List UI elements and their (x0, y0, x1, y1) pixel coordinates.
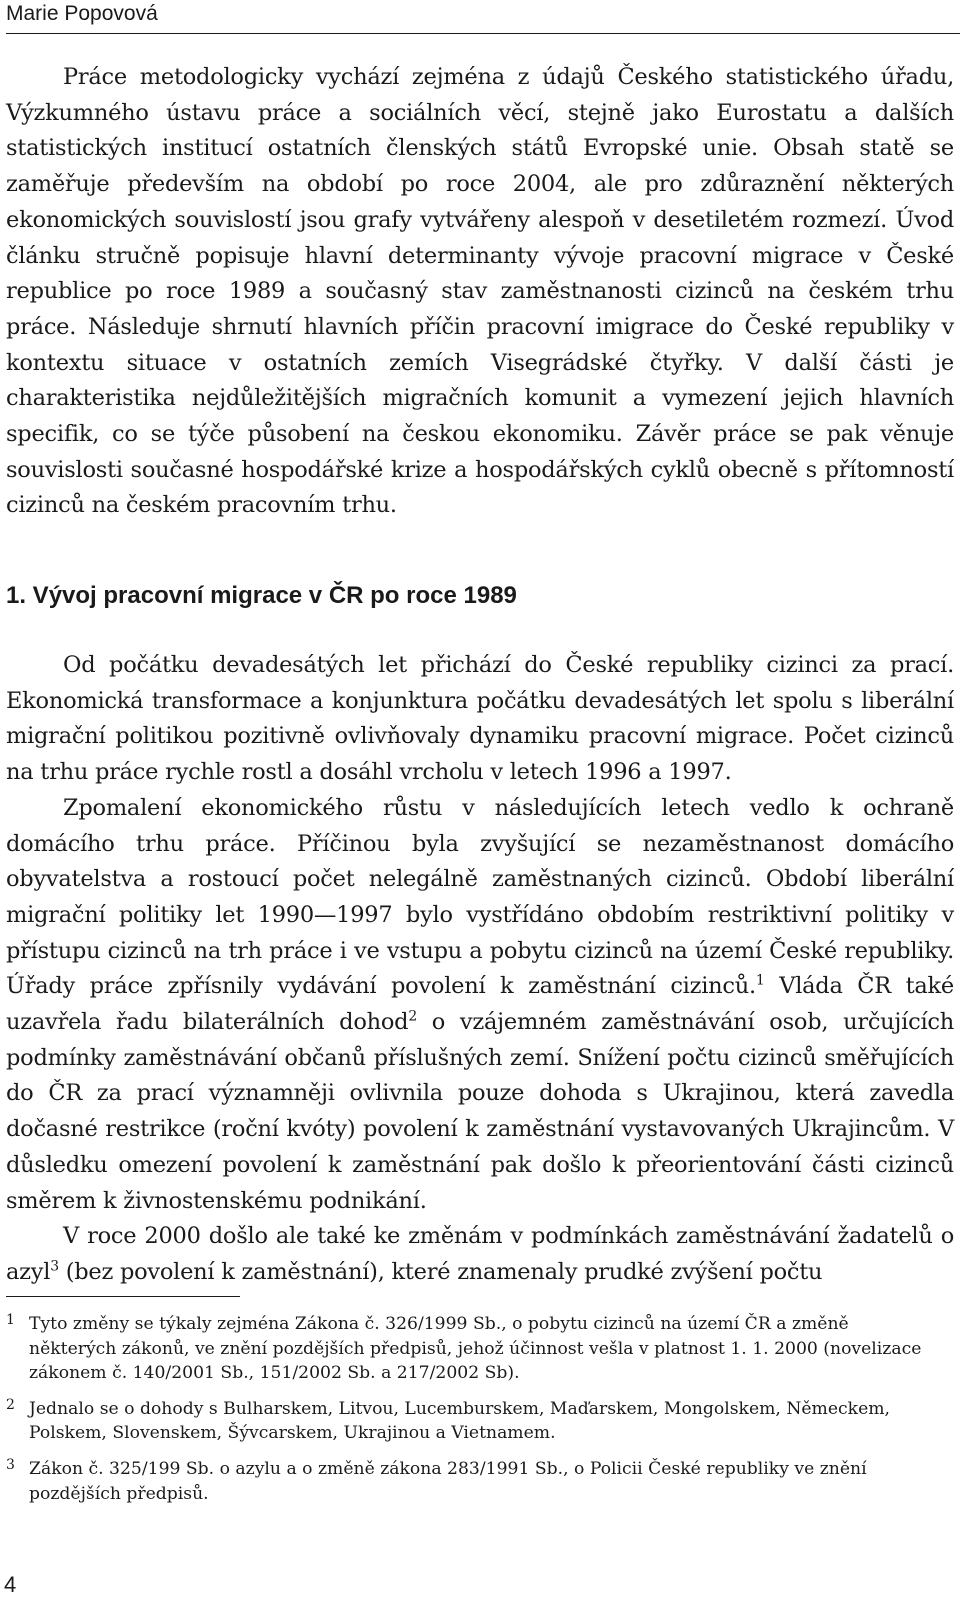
footnote-number: 2 (6, 1396, 15, 1413)
intro-block (6, 60, 954, 524)
footnote-ref-2[interactable]: 2 (408, 1008, 417, 1025)
footnote-3 (6, 1457, 926, 1506)
running-head-author: Marie Popovová (6, 2, 158, 25)
paragraph-2-text-a: Zpomalení ekonomického růstu v následujících letech vedlo k ochraně domácího trhu práce. Příčinou byla zvyšující se nezaměstnanost domácího obyvatelstva a rostoucí počet nelegálně zaměstnaných cizinců. Období liberální migrační politiky let 1990—1997 bylo vystřídáno obdobím restriktivní politiky v přístupu cizinců na trh práce i ve vstupu a pobytu cizinců na území České republiky. Úřady práce zpřísnily vydávání povolení k zaměstnání cizinců. (6, 794, 954, 1000)
paragraph-3-text-a: V roce 2000 došlo ale také ke změnám v podmínkách zaměstnávání žadatelů o azyl (6, 1223, 954, 1285)
page-number: 4 (4, 1572, 17, 1597)
footnote-text: Zákon č. 325/199 Sb. o azylu a o změně zákona 283/1991 Sb., o Policii České republiky ve znění pozdějších předpisů. (29, 1458, 867, 1504)
footnotes (6, 1312, 926, 1517)
footnote-text: Jednalo se o dohody s Bulharskem, Litvou, Lucemburskem, Maďarskem, Mongolskem, Německem, Polskem, Slovenskem, Šývcarskem, Ukrajinou a Vietnamem. (29, 1398, 891, 1444)
intro-paragraph: Práce metodologicky vychází zejména z údajů Českého statistického úřadu, Výzkumného ústavu práce a sociálních věcí, stejně jako Eurostatu a dalších statistických institucí ostatních členských států Evropské unie. Obsah statě se zaměřuje především na období po roce 2004, ale pro zdůraznění některých ekonomických souvislostí jsou grafy vytvářeny alespoň v desetiletém rozmezí. Úvod článku stručně popisuje hlavní determinanty vývoje pracovní migrace v České republice po roce 1989 a současný stav zaměstnanosti cizinců na českém trhu práce. Následuje shrnutí hlavních příčin pracovní imigrace do České republiky v kontextu situace v ostatních zemích Visegrádské čtyřky. V další části je charakteristika nejdůležitějších migračních komunit a vymezení jejich hlavních specifik, co se týče působení na českou ekonomiku. Závěr práce se pak věnuje souvislosti současné hospodářské krize a hospodářských cyklů obecně s přítomností cizinců na českém pracovním trhu. (6, 64, 954, 519)
paragraph-3-text-b: (bez povolení k zaměstnání), které znamenaly prudké zvýšení počtu (58, 1258, 823, 1285)
footnote-number: 1 (6, 1312, 15, 1328)
footnote-2 (6, 1397, 926, 1446)
footnote-rule (6, 1296, 240, 1297)
section-paragraph-3 (6, 1219, 954, 1290)
footnote-1 (6, 1312, 926, 1386)
paragraph-2-text-c: o vzájemném zaměstnávání osob, určujících podmínky zaměstnávání občanů příslušných zemí. Snížení počtu cizinců směřujících do ČR za prací významněji ovlivnila pouze dohoda s Ukrajinou, která zavedla dočasné restrikce (roční kvóty) povolení k zaměstnání vystavovaných Ukrajincům. V důsledku omezení povolení k zaměstnání pak došlo k přeorientování části cizinců směrem k živnostenskému podnikání. (6, 1009, 954, 1214)
footnote-text: Tyto změny se týkaly zejména Zákona č. 326/1999 Sb., o pobytu cizinců na území ČR a změně některých zákonů, ve znění pozdějších předpisů, jehož účinnost vešla v platnost 1. 1. 2000 (novelizace zákonem č. 140/2001 Sb., 151/2002 Sb. a 217/2002 Sb). (29, 1314, 922, 1384)
footnote-number: 3 (6, 1456, 15, 1473)
section-body (6, 648, 954, 1291)
footnote-ref-3[interactable]: 3 (50, 1258, 59, 1275)
header-rule (6, 33, 960, 34)
footnote-ref-1[interactable]: 1 (755, 972, 765, 989)
section-paragraph-2 (6, 791, 954, 1219)
section-paragraph-1: Od počátku devadesátých let přichází do České republiky cizinci za prací. Ekonomická transformace a konjunktura počátku devadesátých let spolu s liberální migrační politikou pozitivně ovlivňovaly dynamiku pracovní migrace. Počet cizinců na trhu práce rychle rostl a dosáhl vrcholu v letech 1996 a 1997. (6, 652, 954, 786)
section-heading: 1. Vývoj pracovní migrace v ČR po roce 1989 (6, 582, 517, 609)
paragraph-2-text-b: Vláda ČR také uzavřela řadu bilaterálních dohod (6, 973, 954, 1036)
